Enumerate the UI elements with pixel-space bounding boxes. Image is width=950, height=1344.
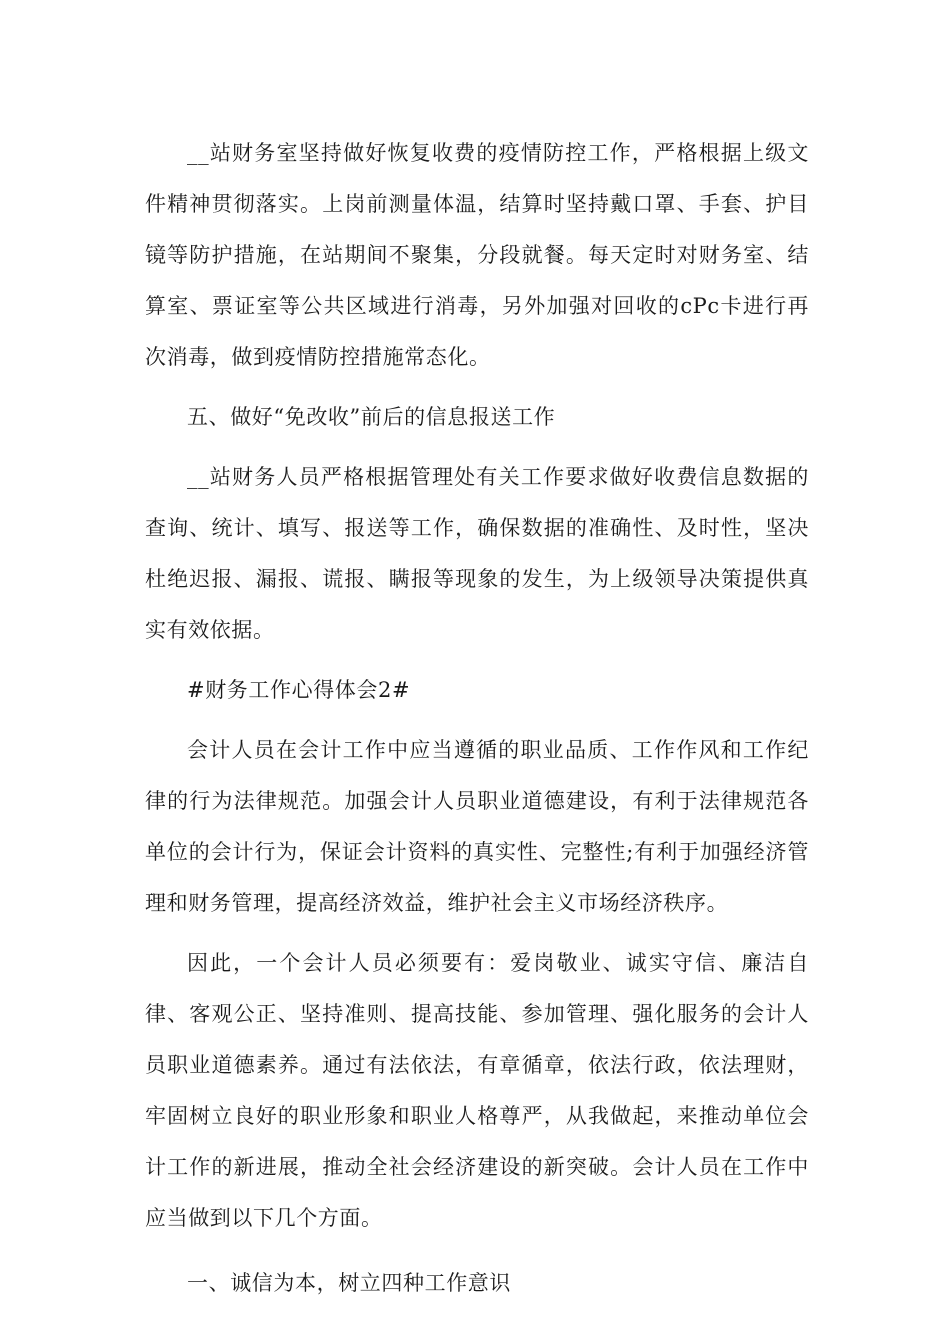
paragraph-professional-ethics: 会计人员在会计工作中应当遵循的职业品质、工作作风和工作纪律的行为法律规范。加强会计人员职业道德建设，有利于法律规范各单位的会计行为，保证会计资料的真实性、完整性;有利于加强经济管理和财务管理，提高经济效益，维护社会主义市场经济秩序。 [145,738,809,915]
document-page [145,128,809,1309]
paragraph-info-reporting: __站财务人员严格根据管理处有关工作要求做好收费信息数据的查询、统计、填写、报送等工作，确保数据的准确性、及时性，坚决杜绝迟报、漏报、谎报、瞒报等现象的发生，为上级领导决策提供真实有效依据。 [145,465,809,642]
section-heading-integrity: 一、诚信为本，树立四种工作意识 [187,1271,511,1295]
article-heading-2: #财务工作心得体会2# [187,678,411,702]
section-heading-info-reporting: 五、做好“免改收”前后的信息报送工作 [187,405,556,429]
paragraph-epidemic-prevention: __站财务室坚持做好恢复收费的疫情防控工作，严格根据上级文件精神贯彻落实。上岗前测量体温，结算时坚持戴口罩、手套、护目镜等防护措施，在站期间不聚集，分段就餐。每天定时对财务室、结算室、票证室等公共区域进行消毒，另外加强对回收的cPc卡进行再次消毒，做到疫情防控措施常态化。 [145,141,809,369]
paragraph-ethics-requirements: 因此，一个会计人员必须要有：爱岗敬业、诚实守信、廉洁自律、客观公正、坚持准则、提高技能、参加管理、强化服务的会计人员职业道德素养。通过有法依法，有章循章，依法行政，依法理财，牢固树立良好的职业形象和职业人格尊严，从我做起，来推动单位会计工作的新进展，推动全社会经济建设的新突破。会计人员在工作中应当做到以下几个方面。 [145,951,809,1230]
